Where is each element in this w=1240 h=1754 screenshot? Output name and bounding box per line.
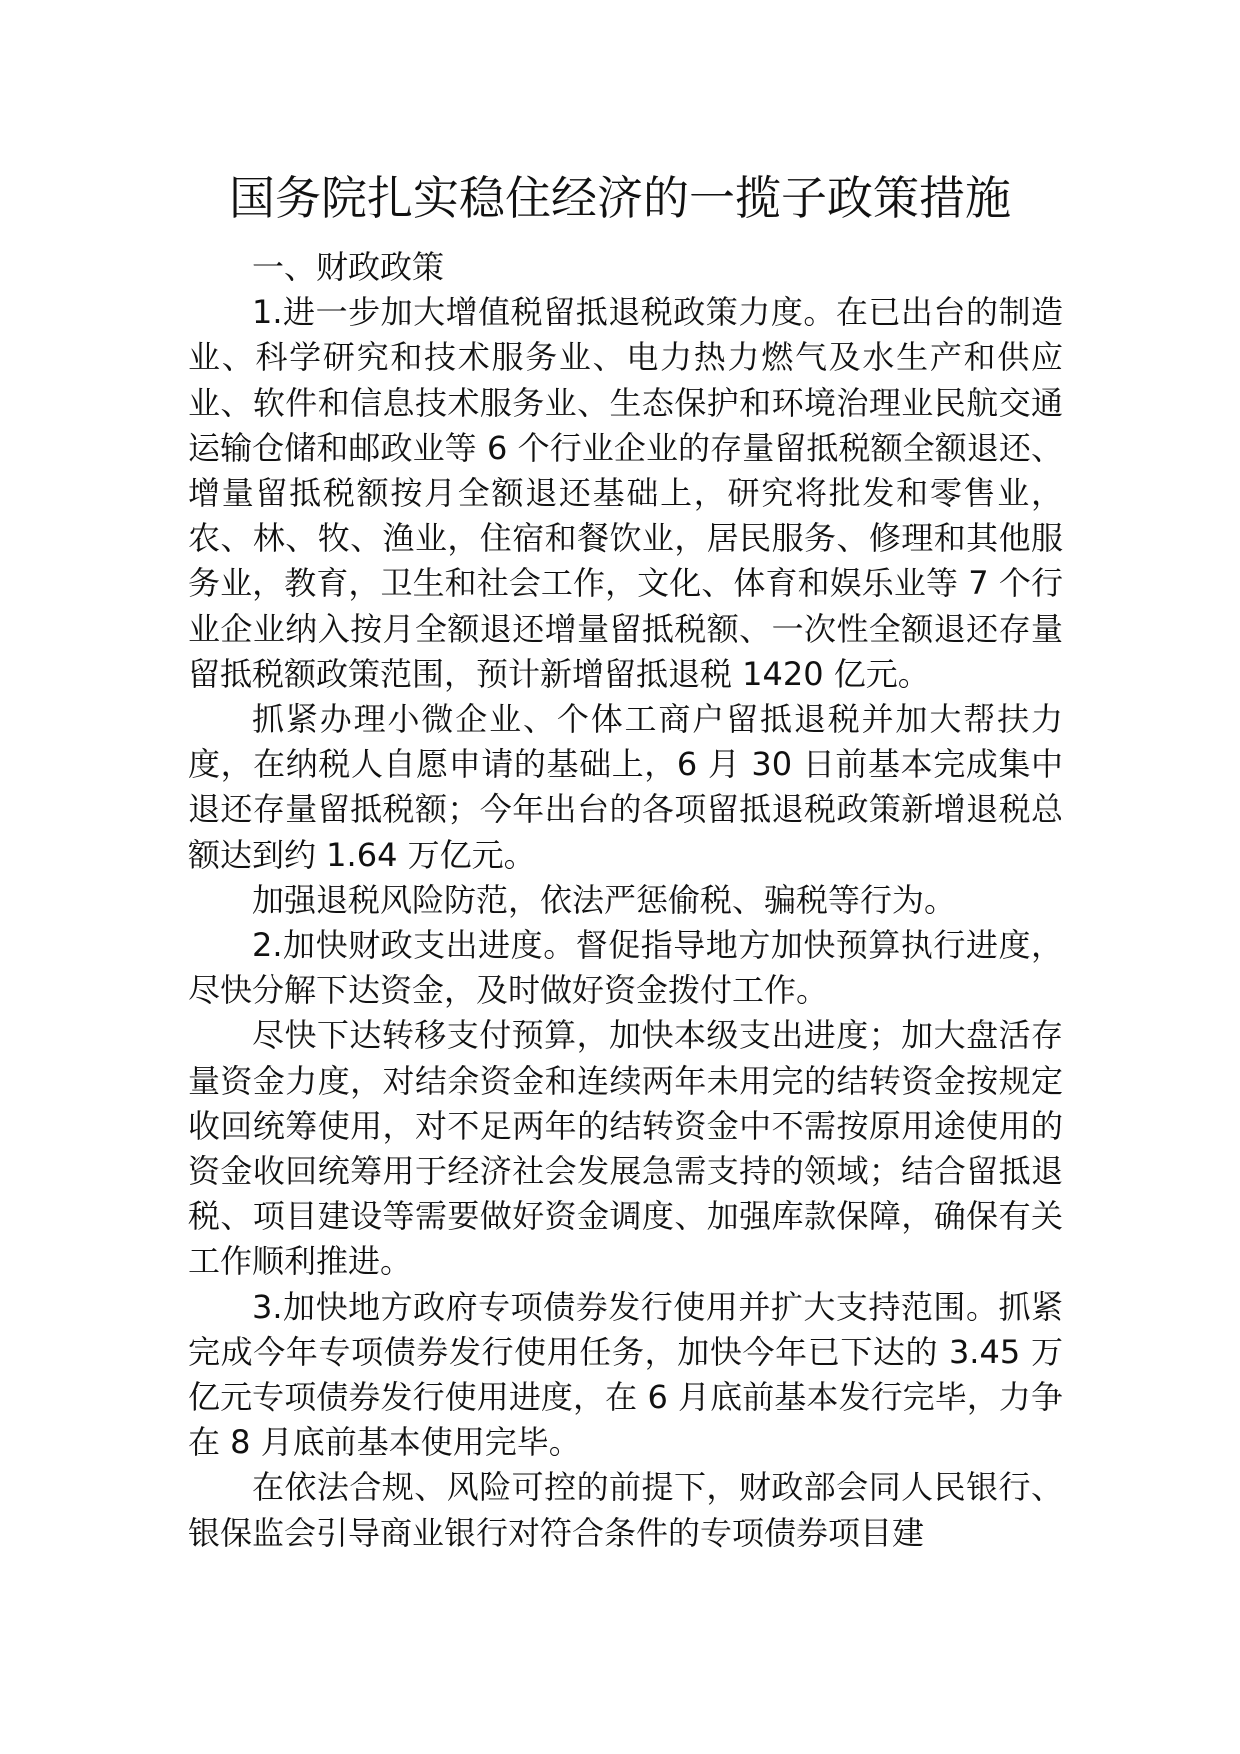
paragraph-4: 2.加快财政支出进度。督促指导地方加快预算执行进度，尽快分解下达资金，及时做好资金拨付工作。 — [188, 926, 1063, 1010]
paragraph-1: 1.进一步加大增值税留抵退税政策力度。在已出台的制造业、科学研究和技术服务业、电力热力燃气及水生产和供应业、软件和信息技术服务业、生态保护和环境治理业民航交通运输仓储和邮政业等 6 个行业企业的存量留抵税额全额退还、增量留抵税额按月全额退还基础上，研究将批发和零售业，农、林、牧、渔业，住宿和餐饮业，居民服务、修理和其他服务业，教育，卫生和社会工作，文化、体育和娱乐业等 7 个行业企业纳入按月全额退还增量留抵税额、一次性全额退还存量留抵税额政策范围，预计新增留抵退税 1420 亿元。 — [188, 293, 1063, 693]
paragraph-5: 尽快下达转移支付预算，加快本级支出进度；加大盘活存量资金力度，对结余资金和连续两年未用完的结转资金按规定收回统筹使用，对不足两年的结转资金中不需按原用途使用的资金收回统筹用于经济社会发展急需支持的领域；结合留抵退税、项目建设等需要做好资金调度、加强库款保障，确保有关工作顺利推进。 — [188, 1016, 1063, 1281]
document-title: 国务院扎实稳住经济的一揽子政策措施 — [229, 171, 1011, 225]
paragraph-3: 加强退税风险防范，依法严惩偷税、骗税等行为。 — [252, 880, 957, 919]
paragraph-6: 3.加快地方政府专项债券发行使用并扩大支持范围。抓紧完成今年专项债券发行使用任务，加快今年已下达的 3.45 万亿元专项债券发行使用进度，在 6 月底前基本发行完毕，力争在 8 月底前基本使用完毕。 — [188, 1287, 1063, 1462]
paragraph-2: 抓紧办理小微企业、个体工商户留抵退税并加大帮扶力度，在纳税人自愿申请的基础上，6 月 30 日前基本完成集中退还存量留抵税额；今年出台的各项留抵退税政策新增退税总额达到约 1.64 万亿元。 — [188, 700, 1063, 874]
paragraph-7: 在依法合规、风险可控的前提下，财政部会同人民银行、银保监会引导商业银行对符合条件的专项债券项目建 — [188, 1468, 1063, 1552]
document-body — [188, 245, 1063, 1556]
section-heading: 一、财政政策 — [252, 248, 445, 286]
